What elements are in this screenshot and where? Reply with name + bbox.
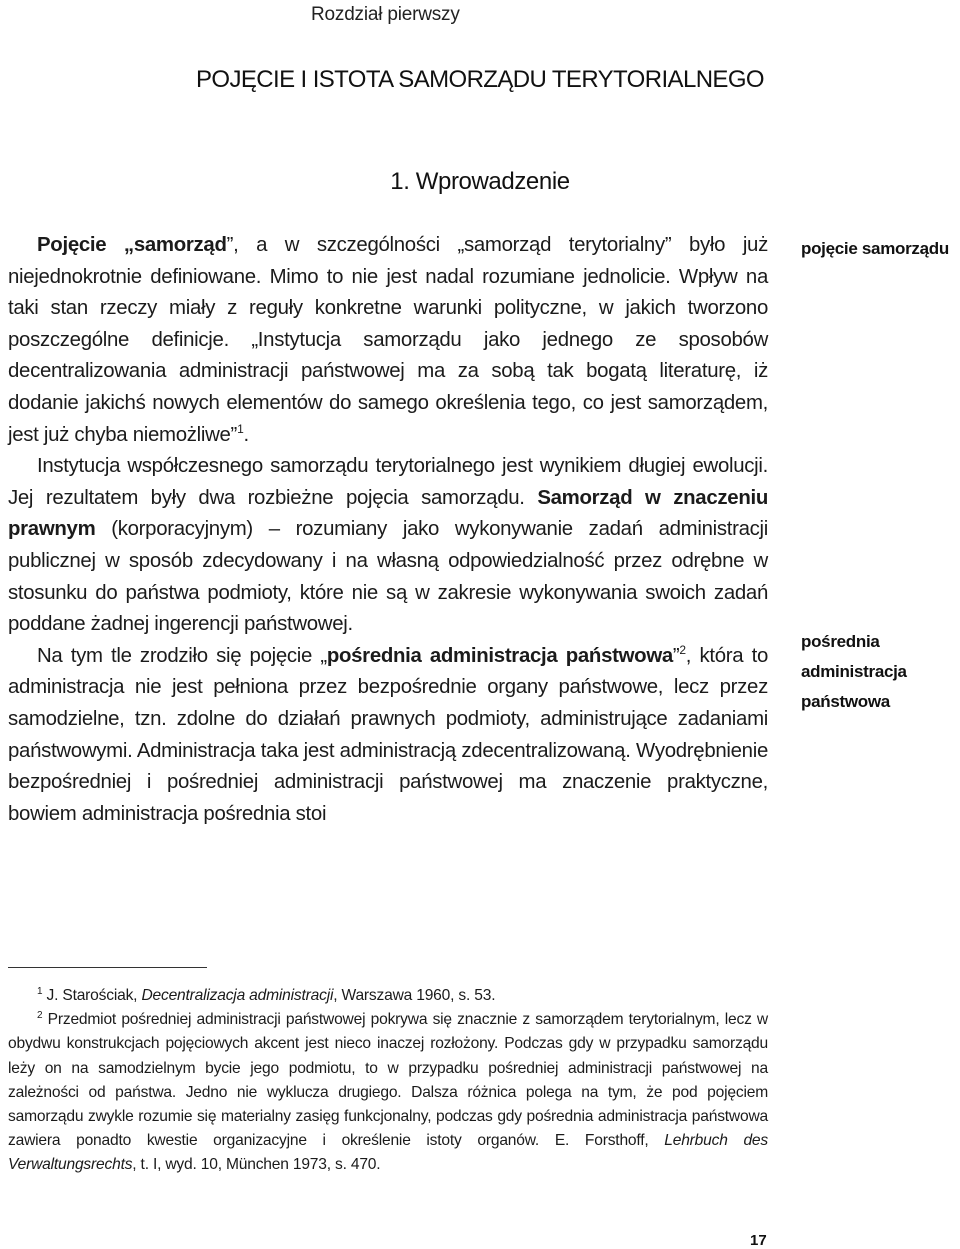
footnote-2-text-b: , t. I, wyd. 10, München 1973, s. 470. bbox=[132, 1156, 381, 1174]
footnote-1-text-b: , Warszawa 1960, s. 53. bbox=[333, 987, 496, 1004]
footnote-2-text-a: Przedmiot pośredniej administracji państwowej pokrywa się znacznie z samorządem terytorialnym, lecz w obydwu konstrukcjach pojęciowych akcent jest nieco inaczej rozłożony. Podczas gdy w przypadku samorządu leży on na samodzielnym bycie jego podmiotu, to w przypadku pośredniej administracji państwowej na zależności od państwa. Jedno nie wyklucza drugiego. Dalsza różnica polega na tym, że pod pojęciem samorządu zwykle rozumie się materialny zasięg funkcjonalny, podczas gdy pośrednia administracja państwowa zawiera ponadto kwestie organizacyjne i określenie istoty organów. E. Forsthoff, bbox=[8, 1011, 768, 1150]
margin-note-line: pośrednia bbox=[801, 632, 880, 651]
footnote-1-text-a: J. Starościak, bbox=[42, 987, 142, 1004]
margin-note-posrednia-administracja bbox=[801, 627, 960, 717]
footnote-number: 2 bbox=[37, 1010, 43, 1022]
page-number: 17 bbox=[750, 1232, 767, 1249]
footnote-ref-2[interactable]: 2 bbox=[679, 642, 686, 657]
footnote-2 bbox=[8, 1008, 768, 1177]
footnote-1 bbox=[8, 984, 768, 1008]
term-posrednia-administracja: pośrednia administracja państwowa bbox=[326, 644, 673, 667]
paragraph-2-text-a: Instytucja współczesnego samorządu terytorialnego jest wynikiem długiej ewolucji. Jej rezultatem były dwa rozbieżne pojęcia samorządu. bbox=[8, 455, 768, 509]
chapter-title: POJĘCIE I ISTOTA SAMORZĄDU TERYTORIALNEGO bbox=[196, 66, 764, 93]
margin-note-line: państwowa bbox=[801, 692, 890, 711]
footnote-2-book-title: Lehrbuch des Verwaltungsrechts bbox=[8, 1132, 768, 1174]
footnote-number: 1 bbox=[37, 985, 43, 997]
closing-quote: ” bbox=[672, 644, 680, 667]
term-samorzad-prawny: Samorząd w znaczeniu prawnym bbox=[8, 486, 768, 541]
paragraph-2-text-b: (korporacyjnym) – rozumiany jako wykonywanie zadań administracji publicznej w sposób zdecydowany i na własną odpowiedzialność przez odrębne w stosunku do państwa podmioty, które nie są w zakresie wykonywania swoich zadań poddane żadnej ingerencji państwowej. bbox=[8, 518, 768, 636]
running-header-chapter: Rozdział pierwszy bbox=[311, 4, 460, 25]
footnote-separator bbox=[8, 967, 207, 968]
paragraph-3-text-b: , która to administracja nie jest pełniona przez bezpośrednie organy państwowe, lecz przez samodzielne, tzn. zdolne do działań prawnych podmioty, administrujące zadaniami państwowymi. Administracja taka jest administracją zdecentralizowaną. Wyodrębnienie bezpośredniej i pośredniej administracji państwowej ma znaczenie praktyczne, bowiem administracja pośrednia stoi bbox=[8, 644, 768, 825]
paragraph-3-text-a: Na tym tle zrodziło się pojęcie „ bbox=[37, 644, 327, 667]
section-heading: 1. Wprowadzenie bbox=[390, 168, 570, 195]
footnote-ref-1[interactable]: 1 bbox=[237, 421, 244, 436]
margin-note-line: administracja bbox=[801, 662, 907, 681]
paragraph-1 bbox=[8, 230, 768, 451]
paragraph-1-text: ”, a w szczególności „samorząd terytorialny” było już niejednokrotnie definiowane. Mimo to nie jest nadal rozumiane jednolicie. Wpływ na taki stan rzeczy miały z reguły konkretne warunki polityczne, w jakich tworzono poszczególne definicje. „Instytucja samorządu jako jednego ze sposobów decentralizowania administracji państwowej ma za sobą tak bogatą literaturę, iż dodanie jakichś nowych elementów do samego określenia tego, co jest samorządem, jest już chyba niemożliwe” bbox=[8, 234, 768, 446]
main-body-text bbox=[8, 230, 768, 830]
footnote-1-book-title: Decentralizacja administracji bbox=[141, 987, 334, 1004]
paragraph-3 bbox=[8, 641, 768, 831]
margin-note-pojecie-samorzadu: pojęcie samorządu bbox=[801, 239, 949, 258]
term-pojecie-samorzad: Pojęcie „samorząd bbox=[37, 234, 227, 256]
paragraph-2 bbox=[8, 451, 768, 641]
paragraph-1-end: . bbox=[243, 423, 249, 446]
footnotes bbox=[8, 984, 768, 1178]
